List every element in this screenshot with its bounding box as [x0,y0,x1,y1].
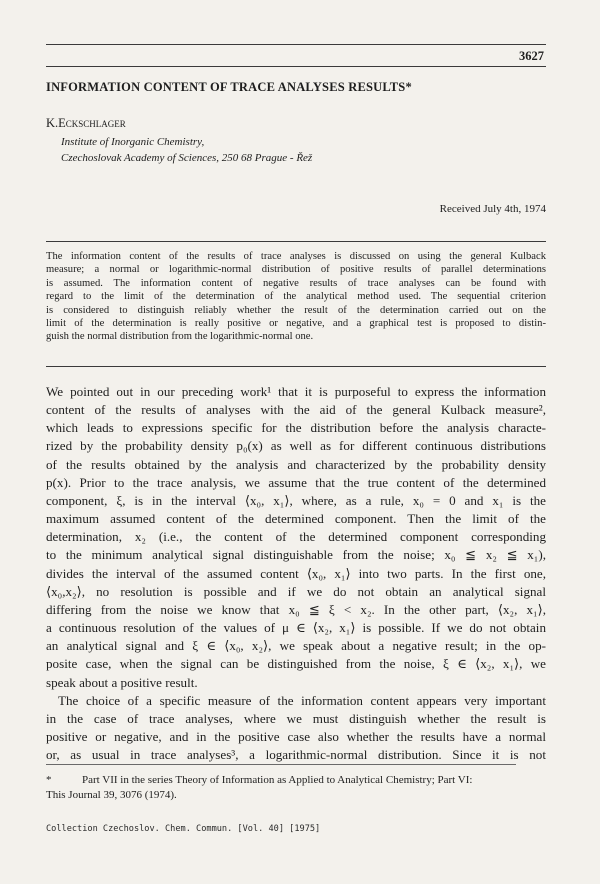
footnote-text: Part VII in the series Theory of Information as Applied to Analytical Chemistry; Part VI: [82,774,473,786]
body-line: speak about a positive result. [46,674,198,690]
article-title: INFORMATION CONTENT OF TRACE ANALYSES RESULTS* [46,80,412,94]
top-rule [46,44,546,45]
affiliation-line: Institute of Inorganic Chemistry, [61,136,205,148]
received-date: Received July 4th, 1974 [439,203,546,215]
footnote-line: This Journal 39, 3076 (1974). [46,788,177,801]
body-line: content of the results of analyses with the aid of the general Kulback measure², [46,402,546,418]
body-line: positive or negative, and in the positive case also whether the results have a normal [46,728,546,744]
abstract-line: regard to the limit of the determination of the analytical method used. The sequential criterion [46,291,546,303]
body-line: a continuous resolution of the values of μ ∈ ⟨x₂, x₁⟩ is possible. If we do not obtain [46,620,546,636]
footnote [46,773,546,802]
abstract-bottom-rule [46,366,546,367]
journal-citation: Collection Czechoslov. Chem. Commun. [Vol. 40] [1975] [46,824,321,834]
body-line: which leads to expressions specific for the distribution before the analysis characte- [46,420,546,436]
abstract-line: The information content of the results of trace analyses is discussed on using the general Kulback [46,251,546,262]
footnote-marker: * [46,774,52,786]
abstract-line: is considered to distinguish reliably whether the result of the determination carried out on the [46,304,546,316]
affiliation-line: Czechoslovak Academy of Sciences, 250 68 Prague - Řež [61,151,313,164]
body-line: We pointed out in our preceding work¹ that it is purposeful to express the information [46,384,546,399]
abstract-line: is assumed. The information content of negative results of trace analyses can be found with [46,277,546,289]
abstract-line: limit of the determination is really positive or negative, and a graphical test is proposed to distin- [46,318,546,330]
body-line: component, ξ, is in the interval ⟨x₀, x₁⟩, where, as a rule, x₀ = 0 and x₁ is the [46,492,546,508]
body-line: maximum assumed content of the determined component. Then the limit of the [46,511,546,527]
abstract-top-rule [46,241,546,242]
abstract [46,250,546,344]
page-number: 3627 [519,49,544,63]
header-rule [46,66,546,67]
body-line: of the results obtained by the analysis and characterized by the probability density [46,456,546,472]
body-line: an analytical signal and ξ ∈ ⟨x₀, x₂⟩, we speak about a negative result; in the op- [46,638,546,654]
affiliation [61,135,312,166]
footnote-line [46,773,546,788]
body-line: rized by the probability density p₀(x) as well as for different continuous distributions [46,438,546,454]
author [46,116,126,131]
author-name: K.Eckschlager [46,116,126,130]
body-line: The choice of a specific measure of the information content appears very important [58,692,546,708]
body-line: differing from the noise we know that x₀ ≦ ξ < x₂. In the other part, ⟨x₂, x₁⟩, [46,601,546,617]
body-line: in the case of trace analyses, where we must distinguish whether the result is [46,710,546,726]
footnote-rule [46,764,516,765]
body-line: determination, x₂ (i.e., the content of the determined component corresponding [46,529,546,545]
abstract-line: measure; a normal or logarithmic-normal distribution of positive results of parallel determinations [46,264,546,276]
body-line: posite case, when the signal can be distinguished from the noise, ξ ∈ ⟨x₂, x₁⟩, we [46,656,546,672]
body-text [46,383,546,764]
body-line: p(x). Prior to the trace analysis, we assume that the true content of the determined [46,474,546,490]
body-line: or, as usual in trace analyses³, a logarithmic-normal distribution. Since it is not [46,747,546,763]
body-line: divides the interval of the assumed content ⟨x₀, x₁⟩ into two parts. In the first one, [46,565,546,581]
body-line: ⟨x₀,x₂⟩, no resolution is possible and if we do not obtain an analytical signal [46,583,546,599]
abstract-line: guish the normal distribution from the logarithmic-normal one. [46,331,314,343]
body-line: to the minimum analytical signal distinguishable from the noise; x₀ ≦ x₂ ≦ x₁), [46,547,546,563]
